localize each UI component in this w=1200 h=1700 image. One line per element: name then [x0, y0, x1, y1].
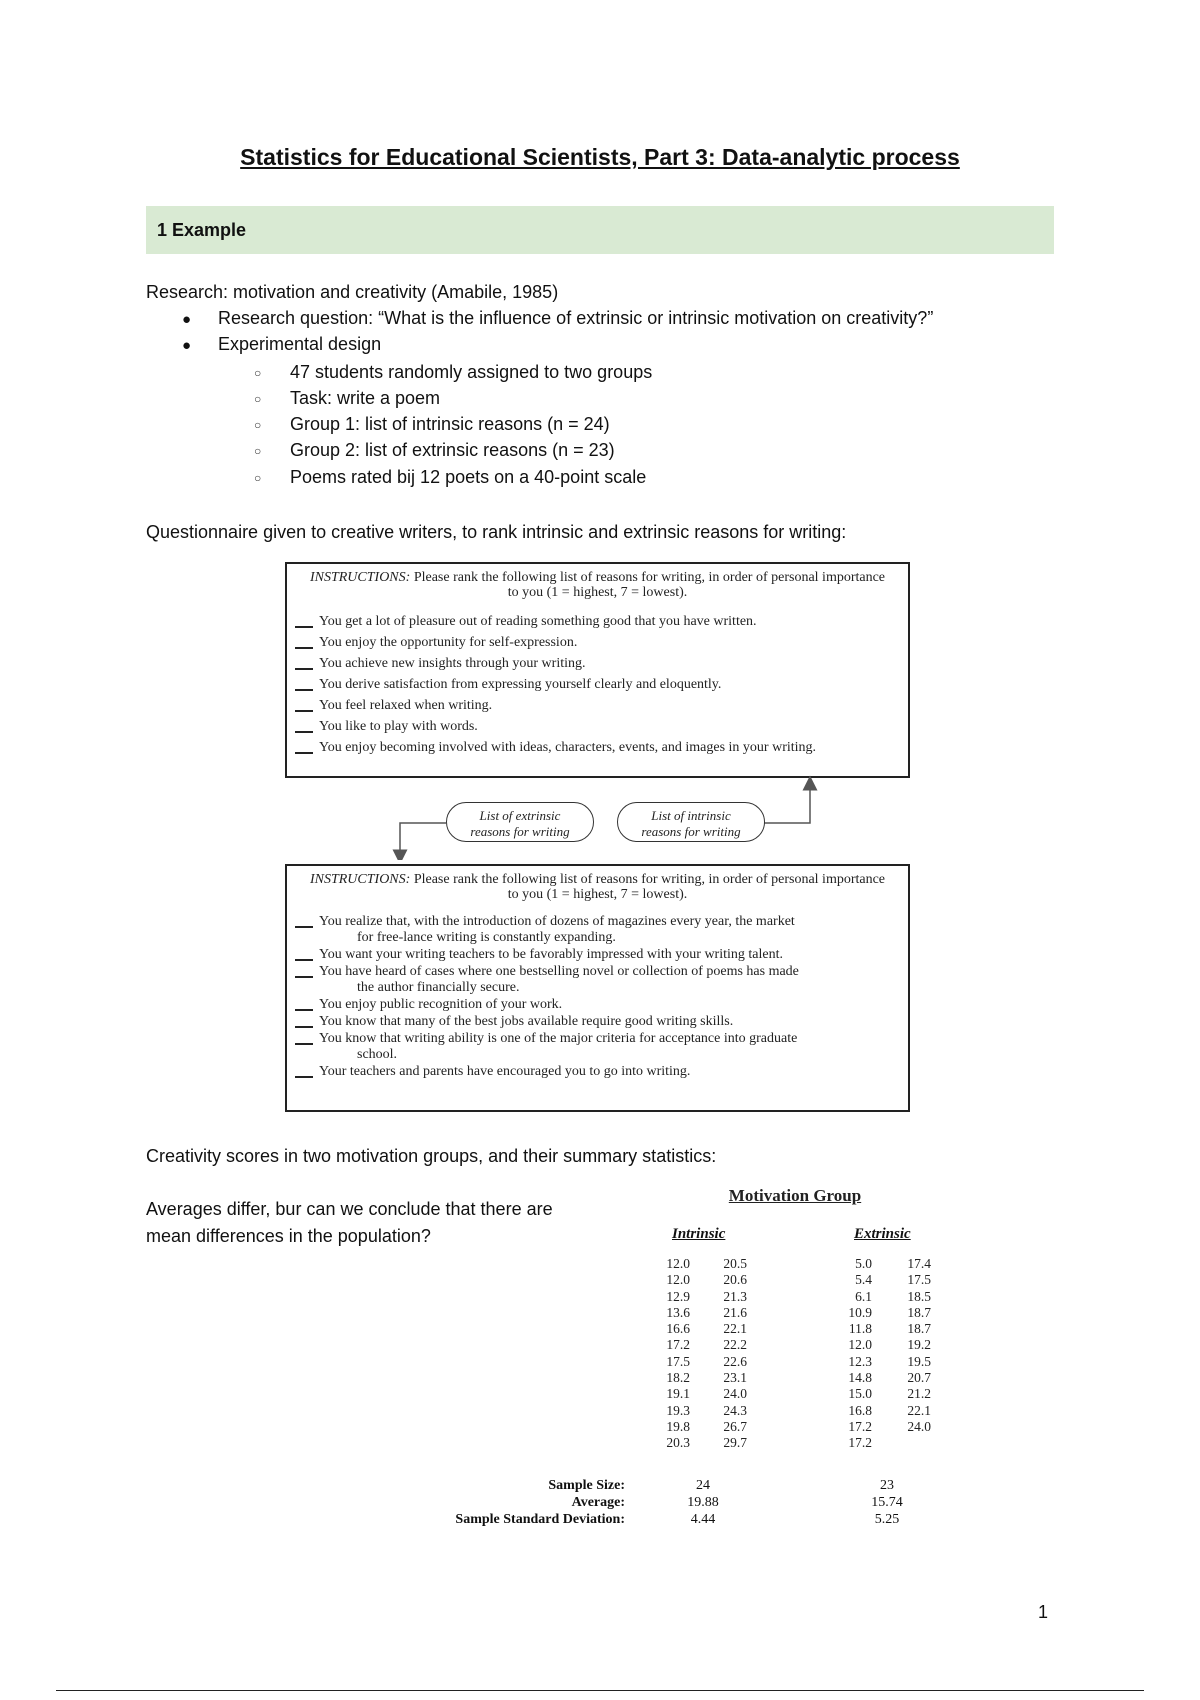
circle-bullet-icon: ○: [254, 444, 262, 458]
intrinsic-score: 21.3: [723, 1288, 747, 1304]
experimental-design: Experimental design: [218, 334, 382, 354]
intrinsic-score: 13.6: [666, 1304, 690, 1320]
extrinsic-score: 17.2: [848, 1435, 872, 1451]
instructions: INSTRUCTIONS: Please rank the following list of reasons for writing, in order of personal importance to you (1 = highest, 7 = lowest).: [309, 570, 886, 600]
intrinsic-item: You achieve new insights through your writing.: [295, 656, 902, 672]
average-label: Average:: [571, 1495, 625, 1510]
extrinsic-score: 18.7: [907, 1321, 931, 1337]
intrinsic-sd: 4.44: [690, 1512, 716, 1527]
scores-question-line-1: Averages differ, bur can we conclude that there are: [146, 1199, 553, 1219]
extrinsic-score: 17.5: [907, 1272, 931, 1288]
design-item: Group 1: list of intrinsic reasons (n = 24): [290, 414, 610, 434]
circle-bullet-icon: ○: [254, 392, 262, 406]
intrinsic-score: 22.2: [723, 1337, 747, 1353]
section-label: 1 Example: [157, 220, 247, 240]
research-heading: Research: motivation and creativity (Amabile, 1985): [146, 282, 559, 302]
sample-size-label: Sample Size:: [548, 1478, 625, 1493]
intrinsic-item: You enjoy the opportunity for self-expression.: [295, 635, 902, 651]
extrinsic-item: You realize that, with the introduction of dozens of magazines every year, the market for free-lance writing is constantly expanding.: [295, 914, 902, 946]
footer-rule: [56, 1690, 1144, 1691]
intrinsic-score: 20.5: [723, 1256, 747, 1271]
intrinsic-score: 17.2: [666, 1337, 690, 1353]
extrinsic-score: 20.7: [907, 1370, 931, 1386]
extrinsic-score: 6.1: [855, 1288, 872, 1304]
bullet-icon: ●: [182, 311, 192, 328]
design-item: Group 2: list of extrinsic reasons (n = 23): [290, 440, 615, 460]
extrinsic-scores-column-2: [897, 1256, 931, 1435]
extrinsic-list-pill: List of extrinsic reasons for writing: [446, 802, 594, 842]
intrinsic-questionnaire-box: [285, 562, 910, 778]
intrinsic-score: 20.3: [666, 1435, 690, 1451]
extrinsic-score: 17.2: [848, 1418, 872, 1434]
intrinsic-group-label: Intrinsic: [672, 1226, 726, 1242]
intrinsic-score: 19.8: [666, 1418, 690, 1434]
intrinsic-item: You get a lot of pleasure out of reading something good that you have written.: [295, 614, 902, 630]
extrinsic-score: 22.1: [907, 1402, 931, 1418]
extrinsic-score: 11.8: [848, 1321, 872, 1337]
bullet-icon: ●: [182, 337, 192, 354]
extrinsic-questionnaire-box: [285, 864, 910, 1112]
extrinsic-score: 21.2: [907, 1386, 931, 1402]
circle-bullet-icon: ○: [254, 418, 262, 432]
intrinsic-score: 21.6: [723, 1304, 747, 1320]
intrinsic-average: 19.88: [687, 1495, 719, 1510]
scores-intro: Creativity scores in two motivation groups, and their summary statistics:: [146, 1146, 717, 1166]
intrinsic-item: You derive satisfaction from expressing yourself clearly and eloquently.: [295, 677, 902, 693]
extrinsic-score: 17.4: [907, 1256, 931, 1271]
extrinsic-group-label: Extrinsic: [854, 1226, 911, 1242]
extrinsic-item: You have heard of cases where one bestselling novel or collection of poems has made the author financially secure.: [295, 964, 902, 996]
extrinsic-score: 16.8: [848, 1402, 872, 1418]
extrinsic-item: You know that many of the best jobs available require good writing skills.: [295, 1014, 902, 1030]
intrinsic-score: 12.9: [666, 1288, 690, 1304]
intrinsic-score: 23.1: [723, 1370, 747, 1386]
intrinsic-score: 18.2: [666, 1370, 690, 1386]
extrinsic-sample-size: 23: [880, 1478, 894, 1493]
design-item: 47 students randomly assigned to two groups: [290, 362, 653, 382]
questionnaire-intro: Questionnaire given to creative writers, to rank intrinsic and extrinsic reasons for writing:: [146, 522, 847, 542]
extrinsic-average: 15.74: [871, 1495, 903, 1510]
intrinsic-score: 29.7: [723, 1435, 747, 1451]
section-header: [146, 206, 1054, 254]
intrinsic-score: 17.5: [666, 1353, 690, 1369]
intrinsic-score: 22.1: [723, 1321, 747, 1337]
instructions: INSTRUCTIONS: Please rank the following list of reasons for writing, in order of personal importance to you (1 = highest, 7 = lowest).: [309, 872, 886, 902]
circle-bullet-icon: ○: [254, 471, 262, 485]
intrinsic-score: 20.6: [723, 1272, 747, 1288]
intrinsic-score: 16.6: [666, 1321, 690, 1337]
intrinsic-score: 24.3: [723, 1402, 747, 1418]
intrinsic-score: 19.1: [666, 1386, 690, 1402]
extrinsic-score: 19.5: [907, 1353, 931, 1369]
extrinsic-score: 5.0: [855, 1256, 872, 1271]
sd-label: Sample Standard Deviation:: [455, 1512, 625, 1527]
intrinsic-item: You enjoy becoming involved with ideas, characters, events, and images in your writing.: [295, 740, 902, 756]
intrinsic-sample-size: 24: [696, 1478, 710, 1493]
extrinsic-score: 15.0: [848, 1386, 872, 1402]
table-title: Motivation Group: [728, 1186, 862, 1205]
design-item: Poems rated bij 12 poets on a 40-point scale: [290, 467, 647, 487]
design-item: Task: write a poem: [290, 388, 441, 408]
extrinsic-item: You know that writing ability is one of the major criteria for acceptance into graduate school.: [295, 1031, 902, 1063]
extrinsic-item: You enjoy public recognition of your work.: [295, 997, 902, 1013]
intrinsic-item: You feel relaxed when writing.: [295, 698, 902, 714]
intrinsic-list-pill: List of intrinsic reasons for writing: [617, 802, 765, 842]
extrinsic-score: 10.9: [848, 1304, 872, 1320]
research-question: Research question: “What is the influence of extrinsic or intrinsic motivation on creativity?”: [218, 308, 934, 328]
extrinsic-scores-column-1: [838, 1256, 872, 1452]
extrinsic-score: 24.0: [907, 1418, 931, 1434]
extrinsic-score: 14.8: [848, 1370, 872, 1386]
intrinsic-scores-column-2: [712, 1256, 747, 1452]
page-title: Statistics for Educational Scientists, Part 3: Data-analytic process: [240, 144, 960, 170]
intrinsic-scores-column-1: [655, 1256, 690, 1452]
extrinsic-score: 18.5: [907, 1288, 931, 1304]
extrinsic-sd: 5.25: [874, 1512, 900, 1527]
extrinsic-item: Your teachers and parents have encouraged you to go into writing.: [295, 1064, 902, 1080]
scores-question-line-2: mean differences in the population?: [146, 1226, 431, 1246]
intrinsic-score: 24.0: [723, 1386, 747, 1402]
extrinsic-score: 19.2: [907, 1337, 931, 1353]
intrinsic-score: 19.3: [666, 1402, 690, 1418]
intrinsic-score: 22.6: [723, 1353, 747, 1369]
intrinsic-item: You like to play with words.: [295, 719, 902, 735]
extrinsic-score: 12.0: [848, 1337, 872, 1353]
intrinsic-score: 12.0: [666, 1256, 690, 1271]
page-number: 1: [1038, 1602, 1049, 1622]
extrinsic-score: 5.4: [855, 1272, 872, 1288]
circle-bullet-icon: ○: [254, 366, 262, 380]
intrinsic-score: 12.0: [666, 1272, 690, 1288]
extrinsic-score: 12.3: [848, 1353, 872, 1369]
intrinsic-score: 26.7: [723, 1418, 747, 1434]
extrinsic-item: You want your writing teachers to be favorably impressed with your writing talent.: [295, 947, 902, 963]
extrinsic-score: 18.7: [907, 1304, 931, 1320]
